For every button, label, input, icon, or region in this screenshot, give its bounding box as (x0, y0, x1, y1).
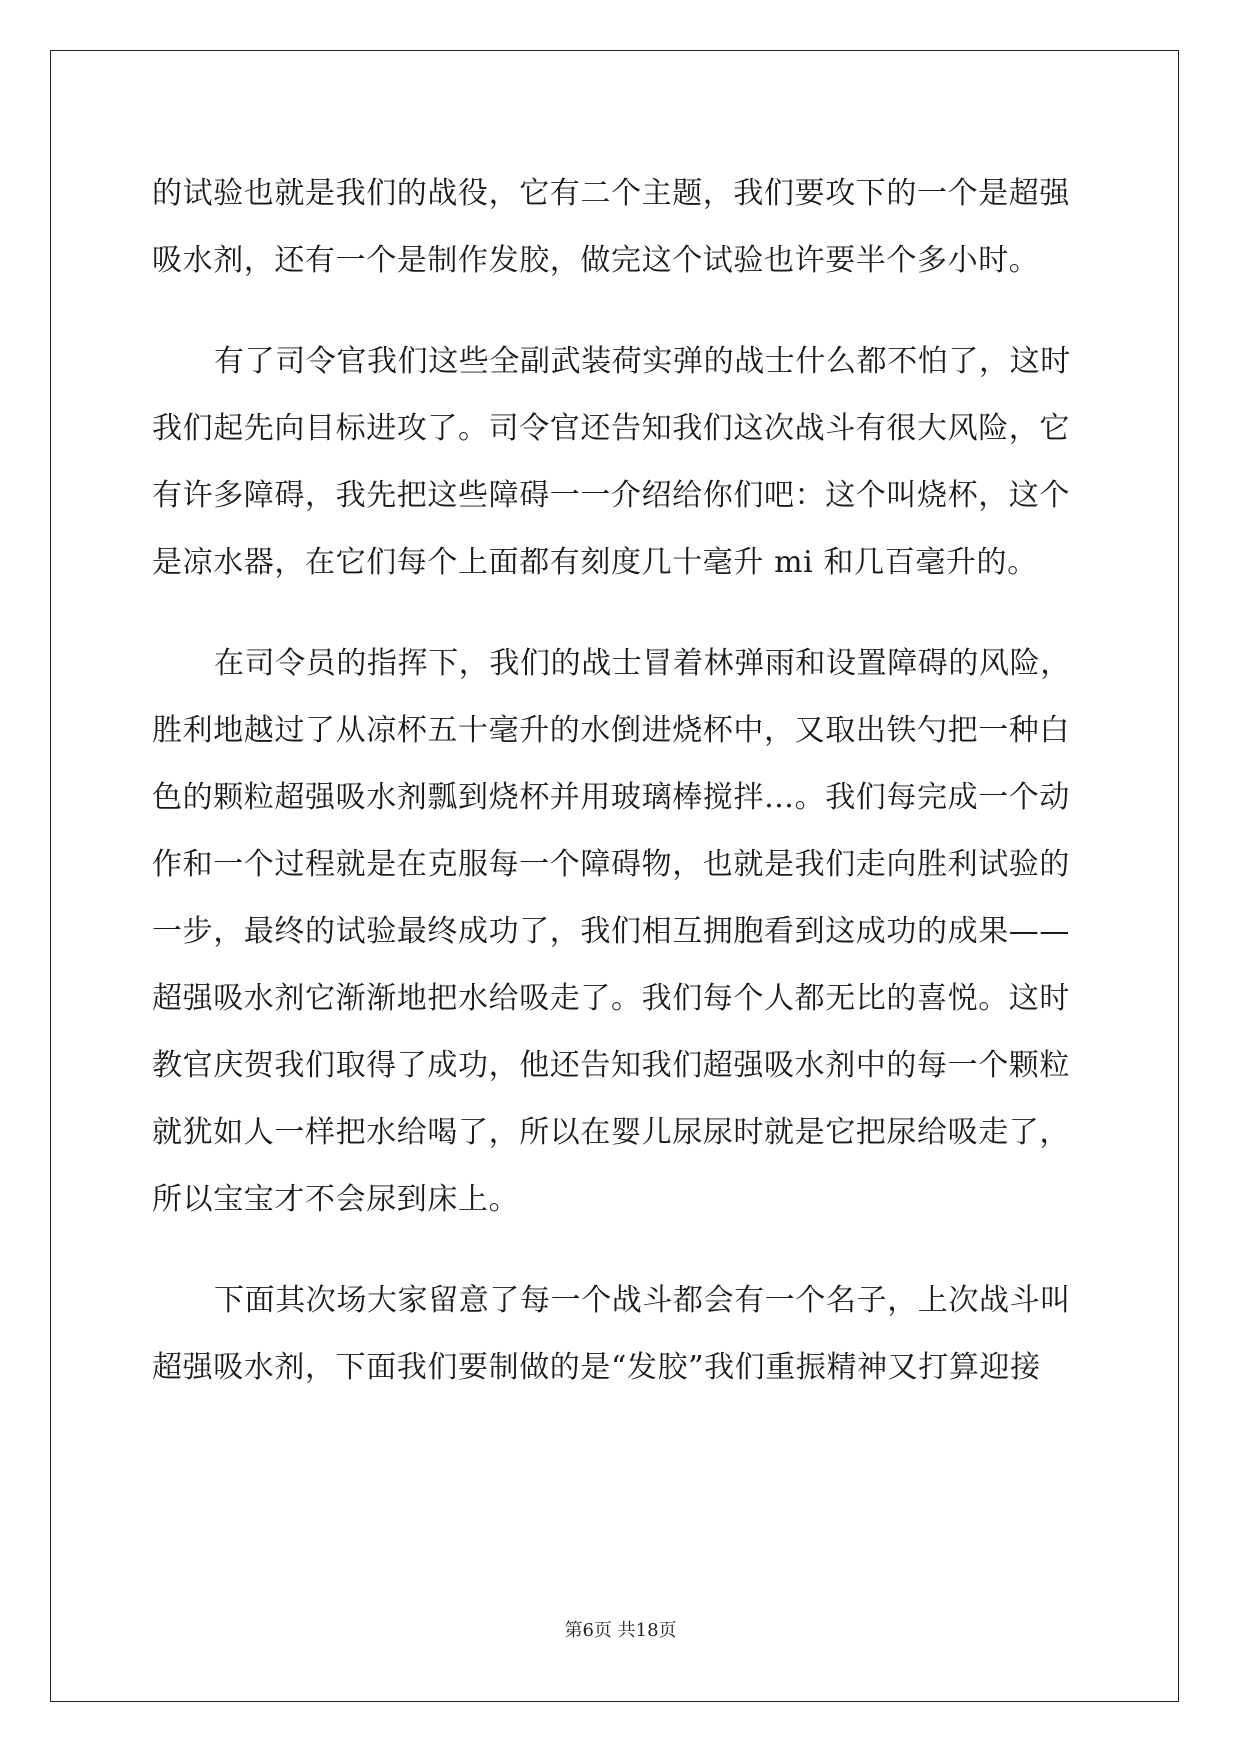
text-line: 色的颗粒超强吸水剂瓢到烧杯并用玻璃棒搅拌…。我们每完成一个动 (152, 780, 1070, 815)
text-line: 超强吸水剂它渐渐地把水给吸走了。我们每个人都无比的喜悦。这时 (152, 981, 1070, 1016)
page-number-footer: 第6页 共18页 (564, 1620, 677, 1641)
text-line: 教官庆贺我们取得了成功，他还告知我们超强吸水剂中的每一个颗粒 (152, 1048, 1070, 1083)
paragraph-first-line: 有了司令官我们这些全副武装荷实弹的战士什么都不怕了，这时 (214, 344, 1071, 379)
text-line: 胜利地越过了从凉杯五十毫升的水倒进烧杯中，又取出铁勺把一种白 (152, 713, 1070, 748)
paragraph-first-line: 在司令员的指挥下，我们的战士冒着林弹雨和设置障碍的风险， (214, 646, 1071, 681)
text-line: 的试验也就是我们的战役，它有二个主题，我们要攻下的一个是超强 (152, 176, 1070, 211)
text-line: 就犹如人一样把水给喝了，所以在婴儿尿尿时就是它把尿给吸走了， (152, 1115, 1070, 1150)
text-line: 一步，最终的试验最终成功了，我们相互拥胞看到这成功的成果—— (152, 914, 1070, 949)
text-line: 有许多障碍，我先把这些障碍一一介绍给你们吧：这个叫烧杯，这个 (152, 478, 1070, 513)
document-body (152, 160, 1082, 1401)
text-line: 我们起先向目标进攻了。司令官还告知我们这次战斗有很大风险，它 (152, 411, 1070, 446)
text-line: 所以宝宝才不会尿到床上。 (152, 1182, 520, 1217)
text-line: 作和一个过程就是在克服每一个障碍物，也就是我们走向胜利试验的 (152, 847, 1070, 882)
text-line: 是凉水器，在它们每个上面都有刻度几十毫升 mi 和几百毫升的。 (152, 545, 1038, 580)
text-line: 吸水剂，还有一个是制作发胶，做完这个试验也许要半个多小时。 (152, 243, 1040, 278)
paragraph-first-line: 下面其次场大家留意了每一个战斗都会有一个名子，上次战斗叫 (214, 1283, 1071, 1318)
text-line: 超强吸水剂，下面我们要制做的是“发胶”我们重振精神又打算迎接 (152, 1350, 1041, 1385)
